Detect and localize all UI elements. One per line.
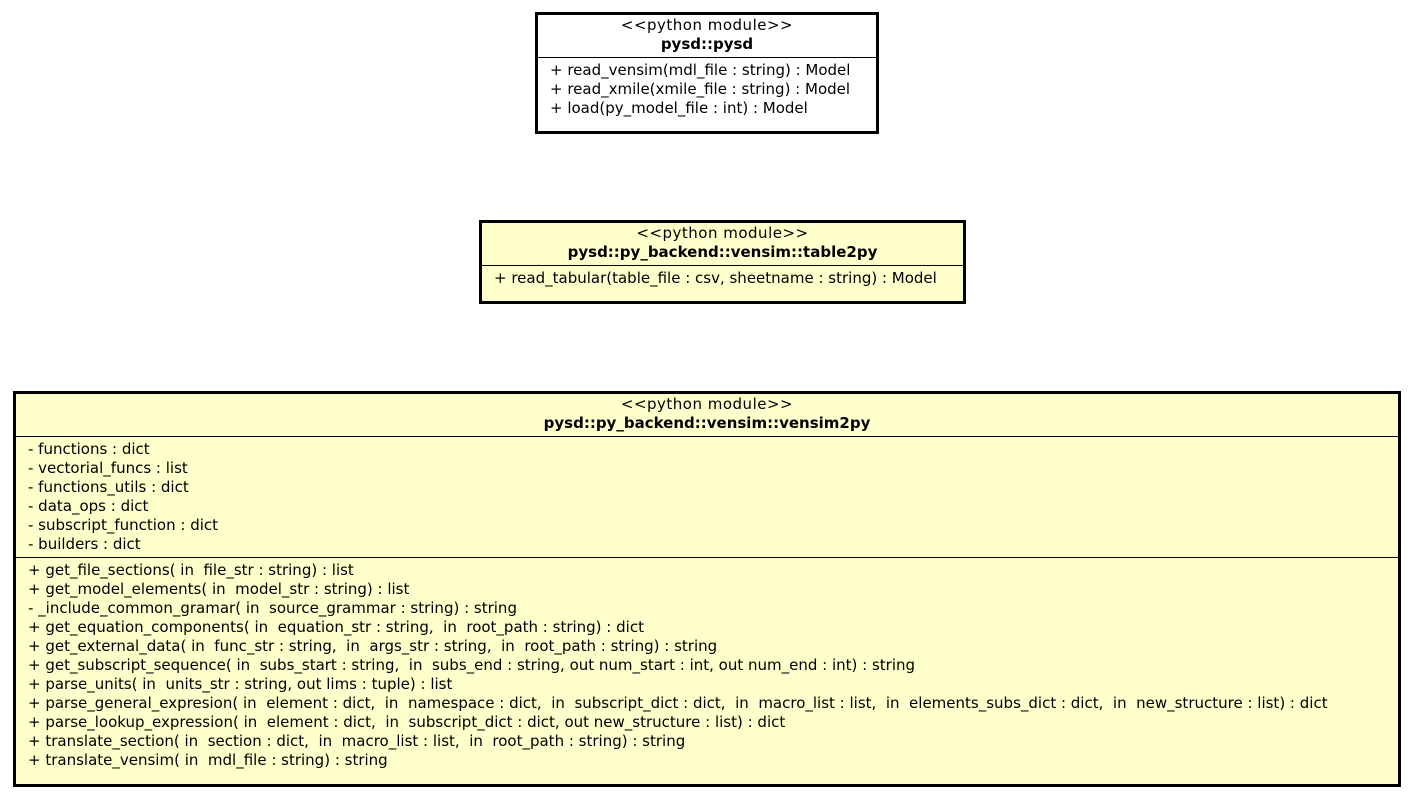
module-stereotype: <<python module>> [620, 395, 794, 413]
attribute: - data_ops : dict [28, 497, 149, 515]
module-box-table2py[interactable] [479, 220, 966, 304]
module-name: pysd::py_backend::vensim::vensim2py [543, 414, 871, 432]
operations-section [16, 557, 1398, 773]
operation: + read_vensim(mdl_file : string) : Model [550, 61, 851, 79]
operation: + translate_vensim( in mdl_file : string) : string [28, 751, 388, 769]
module-header [482, 223, 963, 266]
module-header [16, 394, 1398, 437]
operation: + get_model_elements( in model_str : string) : list [28, 580, 410, 598]
operation: + parse_lookup_expression( in element : dict, in subscript_dict : dict, out new_structure : list) : dict [28, 713, 786, 731]
operation: + get_external_data( in func_str : string, in args_str : string, in root_path : string) : string [28, 637, 718, 655]
attribute: - functions_utils : dict [28, 478, 189, 496]
module-name: pysd::pysd [660, 35, 754, 53]
module-box-pysd[interactable] [535, 12, 879, 134]
operation: + parse_units( in units_str : string, out lims : tuple) : list [28, 675, 453, 693]
attribute: - builders : dict [28, 535, 141, 553]
module-header [538, 15, 876, 58]
operation: + read_tabular(table_file : csv, sheetname : string) : Model [494, 269, 937, 287]
attribute: - subscript_function : dict [28, 516, 219, 534]
operations-section [482, 266, 963, 291]
module-name: pysd::py_backend::vensim::table2py [567, 243, 878, 261]
operations-section [538, 58, 876, 121]
operation: + get_file_sections( in file_str : string) : list [28, 561, 354, 579]
attribute: - vectorial_funcs : list [28, 459, 188, 477]
module-box-vensim2py[interactable] [13, 391, 1401, 787]
operation: + read_xmile(xmile_file : string) : Model [550, 80, 851, 98]
module-stereotype: <<python module>> [620, 16, 794, 34]
operation: + load(py_model_file : int) : Model [550, 99, 808, 117]
operation: + translate_section( in section : dict, in macro_list : list, in root_path : string) : string [28, 732, 686, 750]
operation: + parse_general_expresion( in element : dict, in namespace : dict, in subscript_dict : dict, in macro_list : list, in elements_subs_dict : dict, in new_structure : list) : dict [28, 694, 1328, 712]
module-stereotype: <<python module>> [636, 224, 809, 242]
attributes-section [16, 437, 1398, 557]
attribute: - functions : dict [28, 440, 150, 458]
operation: + get_equation_components( in equation_str : string, in root_path : string) : dict [28, 618, 644, 636]
operation: - _include_common_gramar( in source_grammar : string) : string [28, 599, 517, 617]
operation: + get_subscript_sequence( in subs_start : string, in subs_end : string, out num_start : int, out num_end : int) : string [28, 656, 916, 674]
